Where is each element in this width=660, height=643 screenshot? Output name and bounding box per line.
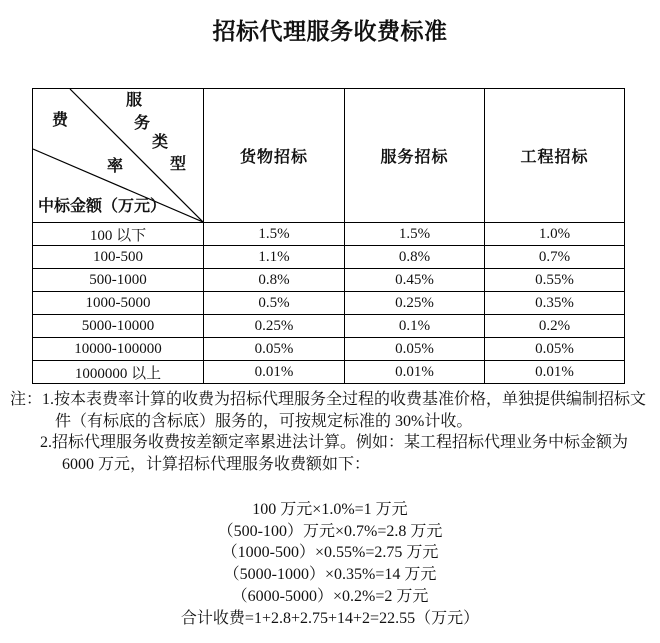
- service-type-char-4: 型: [170, 156, 187, 173]
- row-label-cell: 1000-5000: [85, 294, 151, 311]
- fee-value-cell: 0.2%: [484, 315, 624, 337]
- table-row: [33, 222, 624, 245]
- rate-char: 率: [107, 158, 124, 175]
- table-header-row: [33, 89, 624, 222]
- fee-value-cell: 0.7%: [484, 246, 624, 268]
- fee-value-cell: 0.8%: [203, 269, 344, 291]
- fee-value-cell: 0.35%: [484, 292, 624, 314]
- row-label-cell: 1000000 以上: [74, 365, 162, 382]
- row-label-cell: 10000-100000: [74, 340, 162, 357]
- note-line: 6000 万元，计算招标代理服务收费额如下：: [62, 455, 371, 473]
- row-label-cell: 5000-10000: [81, 317, 155, 334]
- fee-value-cell: 0.25%: [203, 315, 344, 337]
- fee-value-cell: 0.8%: [344, 246, 484, 268]
- amount-axis-label: 中标金额（万元）: [38, 198, 167, 215]
- calc-line: 100 万元×1.0%=1 万元: [252, 501, 408, 518]
- service-type-char-2: 务: [134, 115, 151, 132]
- service-type-char-1: 服: [126, 92, 143, 109]
- table-corner-cell: [33, 89, 203, 222]
- fee-value-cell: 0.01%: [484, 361, 624, 383]
- calc-line: （5000-1000）×0.35%=14 万元: [223, 566, 437, 584]
- fee-value-cell: 1.5%: [344, 223, 484, 245]
- notes-block: [0, 389, 660, 475]
- fee-value-cell: 0.55%: [484, 269, 624, 291]
- fee-table: [32, 88, 625, 384]
- calc-line: （1000-500）×0.55%=2.75 万元: [221, 544, 439, 562]
- fee-value-cell: 1.1%: [203, 246, 344, 268]
- service-type-char-3: 类: [152, 134, 169, 151]
- fee-value-cell: 0.1%: [344, 315, 484, 337]
- row-label-cell: 100 以下: [89, 227, 147, 244]
- calc-line: （500-100）万元×0.7%=2.8 万元: [217, 522, 443, 540]
- fee-value-cell: 0.05%: [344, 338, 484, 360]
- fee-value-cell: 0.5%: [203, 292, 344, 314]
- fee-value-cell: 0.45%: [344, 269, 484, 291]
- fee-value-cell: 0.05%: [484, 338, 624, 360]
- column-header-project: 工程招标: [484, 89, 624, 222]
- page-title: 招标代理服务收费标准: [212, 19, 448, 44]
- fee-value-cell: 0.05%: [203, 338, 344, 360]
- row-label-cell: 100-500: [93, 248, 143, 265]
- column-header-goods: 货物招标: [203, 89, 344, 222]
- note-line: 件（有标底的含标底）服务的，可按规定标准的 30%计收。: [55, 412, 473, 430]
- table-row: [33, 360, 624, 383]
- table-row: [33, 337, 624, 360]
- table-row: [33, 268, 624, 291]
- fee-value-cell: 0.25%: [344, 292, 484, 314]
- note-line: 2.招标代理服务收费按差额定率累进法计算。例如：某工程招标代理业务中标金额为: [40, 434, 629, 451]
- table-row: [33, 245, 624, 268]
- fee-char: 费: [52, 112, 69, 129]
- row-label-cell: 500-1000: [89, 271, 147, 288]
- table-row: [33, 314, 624, 337]
- calc-line: （6000-5000）×0.2%=2 万元: [231, 587, 429, 605]
- table-row: [33, 291, 624, 314]
- fee-value-cell: 0.01%: [203, 361, 344, 383]
- fee-value-cell: 1.0%: [484, 223, 624, 245]
- column-header-service: 服务招标: [344, 89, 484, 222]
- fee-value-cell: 1.5%: [203, 223, 344, 245]
- calc-line: 合计收费=1+2.8+2.75+14+2=22.55（万元）: [180, 609, 480, 627]
- calculation-example-block: [0, 499, 660, 629]
- note-line: 注：1.按本表费率计算的收费为招标代理服务全过程的收费基准价格，单独提供编制招标文: [10, 391, 647, 408]
- fee-value-cell: 0.01%: [344, 361, 484, 383]
